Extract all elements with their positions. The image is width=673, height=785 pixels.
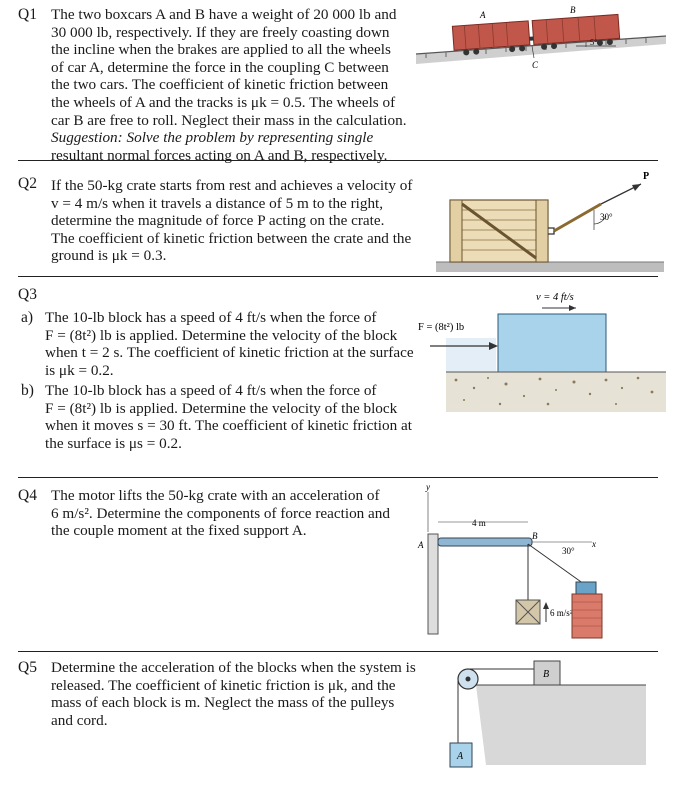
velocity-label: v = 4 ft/s bbox=[536, 292, 574, 303]
question-number: Q2 bbox=[18, 175, 37, 192]
y-axis-label: y bbox=[426, 482, 430, 492]
divider bbox=[18, 477, 658, 478]
angle-label: 30° bbox=[562, 546, 575, 556]
text-line: the couple moment at the fixed support A. bbox=[51, 522, 307, 540]
angle-label: 30° bbox=[600, 212, 613, 222]
divider bbox=[18, 160, 658, 161]
x-axis-label: x bbox=[592, 539, 596, 549]
text-line: F = (8t²) lb is applied. Determine the velocity of the block bbox=[45, 326, 398, 344]
angle-label: 5° bbox=[590, 37, 598, 47]
text-line: ground is μk = 0.3. bbox=[51, 247, 167, 265]
text-line: The two boxcars A and B have a weight of 20 000 lb and bbox=[51, 6, 397, 23]
span-label: 4 m bbox=[472, 518, 486, 528]
text-line: is μk = 0.2. bbox=[45, 361, 114, 379]
text-line: resultant normal forces acting on A and B, respectively. bbox=[51, 146, 388, 164]
car-b-label: B bbox=[570, 6, 576, 15]
beam-motor-figure bbox=[416, 482, 616, 642]
coupling-c-label: C bbox=[532, 60, 539, 70]
text-line: The 10-lb block has a speed of 4 ft/s when the force of bbox=[45, 382, 377, 399]
text-line: Suggestion: Solve the problem by representing single bbox=[51, 129, 374, 147]
text-line: v = 4 m/s when it travels a distance of 5 m to the right, bbox=[51, 194, 384, 212]
text-line: when it moves s = 30 ft. The coefficient of kinetic friction at bbox=[45, 417, 412, 435]
text-line: determine the magnitude of force P acting on the crate. bbox=[51, 212, 385, 230]
divider bbox=[18, 651, 658, 652]
text-line: The coefficient of kinetic friction between the crate and the bbox=[51, 229, 412, 247]
text-line: 6 m/s². Determine the components of force reaction and bbox=[51, 504, 390, 522]
part-b-text bbox=[45, 382, 412, 452]
part-b-label: b) bbox=[21, 382, 34, 399]
text-line: F = (8t²) lb is applied. Determine the velocity of the block bbox=[45, 399, 398, 417]
car-a-label: A bbox=[480, 10, 486, 20]
text-line: the wheels of A and the tracks is μk = 0.5. The wheels of bbox=[51, 93, 396, 111]
text-line: The 10-lb block has a speed of 4 ft/s when the force of bbox=[45, 309, 377, 326]
text-line: mass of each block is m. Neglect the mass of the pulleys bbox=[51, 694, 395, 712]
question-number: Q3 bbox=[18, 286, 37, 303]
boxcar-figure bbox=[416, 6, 666, 76]
question-number: Q4 bbox=[18, 487, 37, 504]
text-line: the surface is μs = 0.2. bbox=[45, 434, 182, 452]
text-line: when t = 2 s. The coefficient of kinetic friction at the surface bbox=[45, 344, 414, 362]
block-figure bbox=[416, 284, 666, 418]
text-line: the incline when the brakes are applied to all the wheels bbox=[51, 41, 391, 59]
part-a-text bbox=[45, 309, 414, 379]
force-p-label: P bbox=[643, 171, 650, 182]
block-b-label: B bbox=[543, 669, 550, 680]
text-line: If the 50-kg crate starts from rest and achieves a velocity of bbox=[51, 177, 413, 194]
acceleration-label: 6 m/s² bbox=[550, 608, 573, 618]
text-line: 30 000 lb, respectively. If they are freely coasting down bbox=[51, 23, 390, 41]
text-line: released. The coefficient of kinetic friction is μk, and the bbox=[51, 676, 396, 694]
question-text bbox=[51, 487, 407, 540]
part-a-label: a) bbox=[21, 309, 34, 326]
support-a-label: A bbox=[418, 540, 424, 550]
text-line: Determine the acceleration of the blocks when the system is bbox=[51, 659, 416, 676]
point-b-label: B bbox=[532, 531, 538, 541]
text-line: The motor lifts the 50-kg crate with an acceleration of bbox=[51, 487, 380, 504]
question-text bbox=[51, 659, 416, 729]
text-line: of car A, determine the force in the coupling C between bbox=[51, 58, 389, 76]
question-text bbox=[51, 177, 413, 265]
question-number: Q1 bbox=[18, 6, 37, 23]
force-label: F = (8t²) lb bbox=[418, 322, 465, 333]
block-a-label: A bbox=[457, 751, 464, 762]
text-line: the two cars. The coefficient of kinetic friction between bbox=[51, 76, 389, 94]
text-line: and cord. bbox=[51, 711, 108, 729]
question-number: Q5 bbox=[18, 659, 37, 676]
question-text bbox=[51, 6, 407, 164]
crate-figure bbox=[436, 168, 664, 274]
pulley-figure bbox=[446, 655, 646, 780]
text-line: car B are free to roll. Neglect their mass in the calculation. bbox=[51, 111, 407, 129]
divider bbox=[18, 276, 658, 277]
